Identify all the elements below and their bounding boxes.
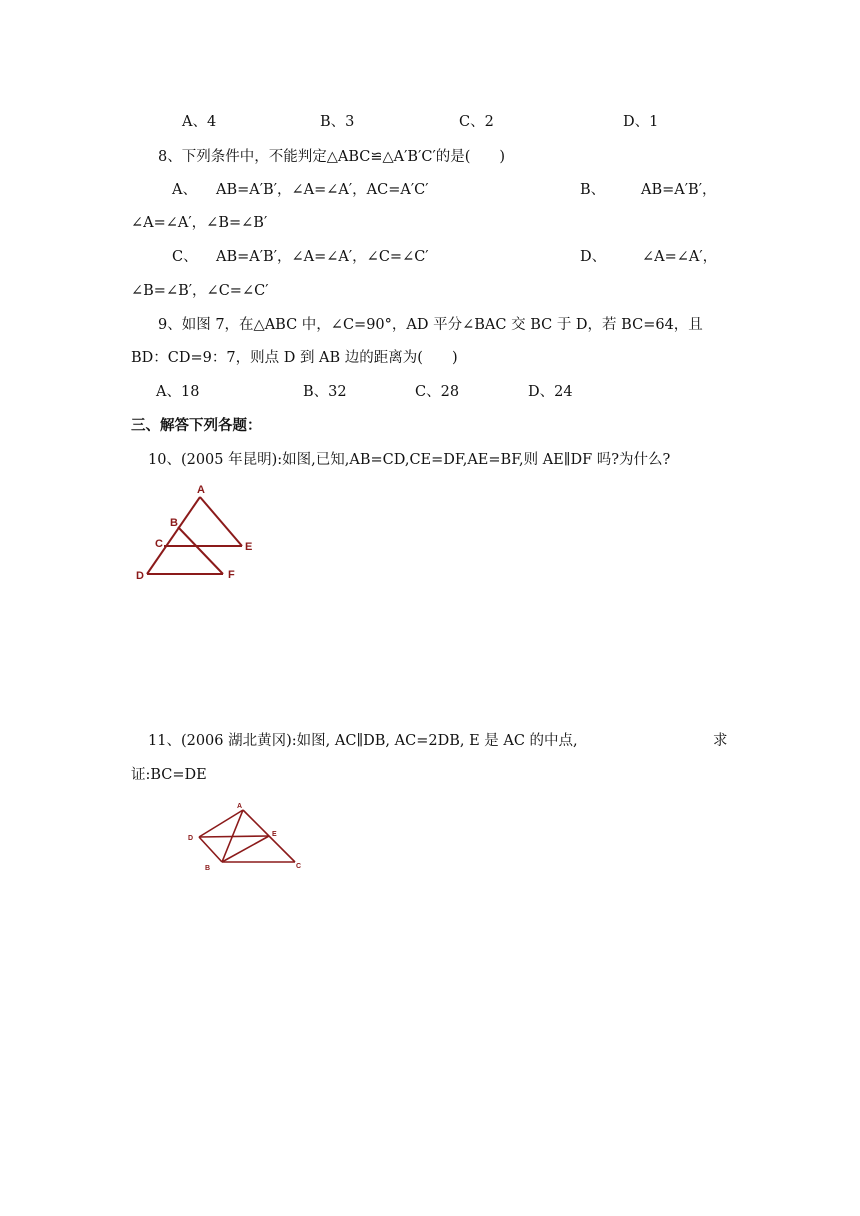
q8-option-b-label: B、 (580, 182, 606, 198)
q9-option-b: B、32 (303, 384, 347, 400)
q9-option-c: C、28 (415, 384, 460, 400)
q9-option-a: A、18 (156, 384, 200, 400)
q11-text-line2: 证:BC=DE (131, 767, 207, 783)
q8-stem: 8、下列条件中，不能判定△ABC≌△A′B′C′的是( ) (158, 149, 506, 165)
q11-text-line1: 11、(2006 湖北黄冈):如图, AC∥DB, AC=2DB, E 是 AC 的中点, (148, 733, 578, 749)
q8-option-c-label: C、 (172, 249, 198, 265)
q10-figure (130, 478, 270, 588)
q10-label-d: D (136, 570, 144, 582)
q8-option-d-text-cont: ∠B=∠B′，∠C=∠C′ (131, 283, 269, 299)
q11-label-d: D (188, 835, 194, 842)
q8-option-d-text: ∠A=∠A′， (642, 249, 718, 265)
q8-option-c-text: AB=A′B′，∠A=∠A′，∠C=∠C′ (216, 249, 429, 265)
q10-label-a: A (197, 484, 205, 496)
q8-option-a-label: A、 (172, 182, 197, 198)
q10-text: 10、(2005 年昆明):如图,已知,AB=CD,CE=DF,AE=BF,则 AE∥DF 吗?为什么? (148, 452, 671, 468)
q8-option-b-text: AB=A′B′， (641, 182, 717, 198)
q11-line-db (199, 837, 222, 862)
q11-label-a: A (237, 803, 243, 810)
q10-label-f: F (228, 569, 235, 581)
q11-figure (180, 798, 310, 873)
q11-label-b: B (205, 865, 211, 872)
q7-option-b: B、3 (320, 114, 355, 130)
q10-line-bf (178, 527, 223, 574)
q11-line-da (199, 810, 243, 837)
q7-option-d: D、1 (623, 114, 659, 130)
q7-option-c: C、2 (459, 114, 494, 130)
q9-stem-line2: BD：CD=9：7，则点 D 到 AB 边的距离为( ) (131, 350, 458, 366)
q11-text-line1-end: 求 (713, 733, 728, 749)
q9-option-d: D、24 (528, 384, 573, 400)
q11-line-de (199, 836, 269, 837)
q7-option-a: A、4 (182, 114, 217, 130)
q11-line-be (222, 836, 269, 862)
q10-line-ad (147, 497, 200, 574)
q10-line-ae (200, 497, 242, 546)
q11-label-e: E (272, 831, 277, 838)
q8-option-b-text-cont: ∠A=∠A′，∠B=∠B′ (131, 215, 268, 231)
section-heading: 三、解答下列各题： (131, 418, 262, 434)
q11-label-c: C (296, 863, 302, 870)
q10-label-b: B (170, 517, 178, 529)
q10-label-e: E (245, 541, 253, 553)
q8-option-d-label: D、 (580, 249, 607, 265)
q8-option-a-text: AB=A′B′，∠A=∠A′，AC=A′C′ (216, 182, 429, 198)
q10-label-c: C (155, 538, 163, 550)
q9-stem-line1: 9、如图 7，在△ABC 中，∠C=90°，AD 平分∠BAC 交 BC 于 D，若 BC=64，且 (158, 317, 703, 333)
